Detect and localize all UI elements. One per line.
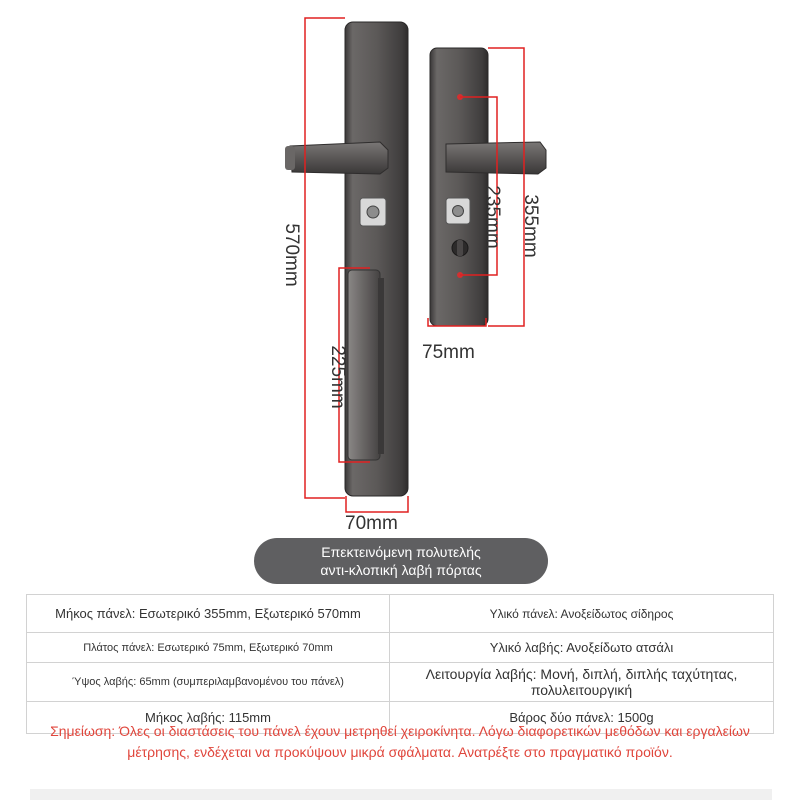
dim-label-225: 225mm xyxy=(327,345,348,409)
title-line-1: Επεκτεινόμενη πολυτελής xyxy=(321,544,481,560)
spec-panel-material: Υλικό πάνελ: Ανοξείδωτος σίδηρος xyxy=(390,595,774,633)
outer-lock-cylinder xyxy=(360,198,386,226)
table-row xyxy=(27,663,774,702)
spec-handle-material: Υλικό λαβής: Ανοξείδωτο ατσάλι xyxy=(390,633,774,663)
outer-lever xyxy=(285,142,388,174)
specs-table xyxy=(26,594,774,734)
thumb-turn xyxy=(452,240,468,256)
spec-handle-length: Μήκος λαβής: 115mm xyxy=(27,702,390,734)
spec-panel-width: Πλάτος πάνελ: Εσωτερικό 75mm, Εξωτερικό 70mm xyxy=(27,633,390,663)
spec-weight: Βάρος δύο πάνελ: 1500g xyxy=(390,702,774,734)
dim-label-235: 235mm xyxy=(482,185,503,249)
dim-label-75: 75mm xyxy=(422,342,475,363)
dim-line-70 xyxy=(346,496,408,512)
measurement-note: Σημείωση: Όλες οι διαστάσεις του πάνελ έχουν μετρηθεί χειροκίνητα. Λόγω διαφορετικών μεθόδων και εργαλείων μέτρησης, ενδέχεται να προκύψουν μικρά σφάλματα. Ανατρέξτε στο πραγματικό προϊόν. xyxy=(50,723,750,760)
table-row xyxy=(27,633,774,663)
dim-label-70: 70mm xyxy=(345,513,398,534)
table-row xyxy=(27,595,774,633)
title-line-2: αντι-κλοπική λαβή πόρτας xyxy=(320,562,482,578)
dim-label-570: 570mm xyxy=(281,223,302,287)
inner-lever xyxy=(446,142,546,174)
outer-pull-handle xyxy=(348,270,384,460)
outer-panel xyxy=(285,22,408,496)
inner-lock-cylinder xyxy=(446,198,470,224)
dimension-lines xyxy=(305,18,524,512)
spec-panel-length: Μήκος πάνελ: Εσωτερικό 355mm, Εξωτερικό 570mm xyxy=(27,595,390,633)
spec-handle-height: Ύψος λαβής: 65mm (συμπεριλαμβανομένου του πάνελ) xyxy=(27,663,390,702)
product-title-pill xyxy=(254,538,548,584)
spec-handle-function: Λειτουργία λαβής: Μονή, διπλή, διπλής ταχύτητας, πολυλειτουργική xyxy=(390,663,774,702)
dim-label-355: 355mm xyxy=(520,194,541,258)
bottom-divider xyxy=(30,789,772,800)
